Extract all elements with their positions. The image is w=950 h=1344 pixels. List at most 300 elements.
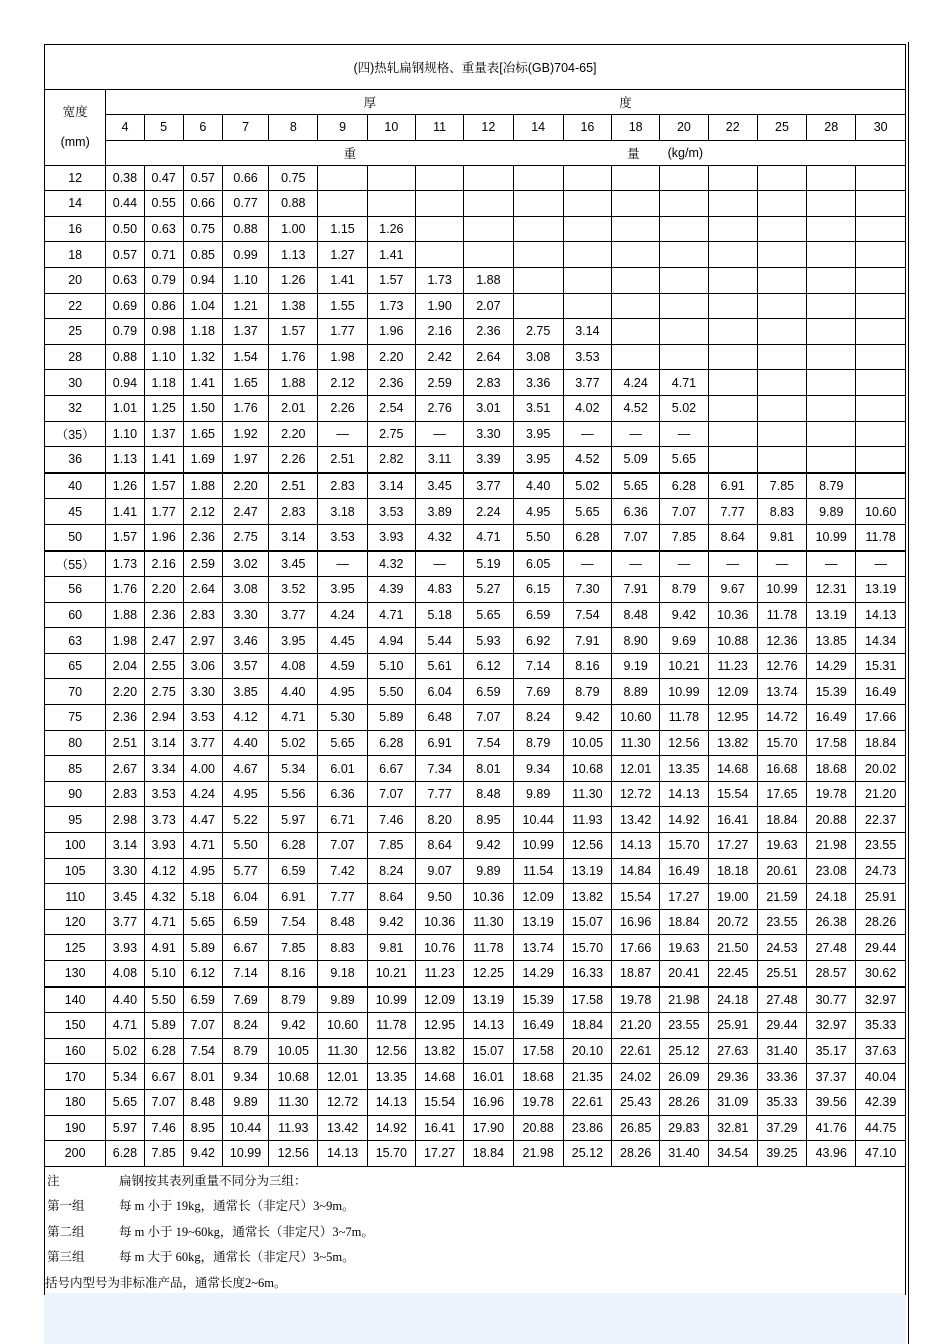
weight-value-cell: 5.97 <box>106 1115 144 1141</box>
weight-value-cell <box>563 267 611 293</box>
weight-value-cell: 3.30 <box>183 679 222 705</box>
weight-value-cell: 9.19 <box>612 653 660 679</box>
note-text: 每 m 大于 60kg，通常长（非定尺）3~5m。 <box>119 1250 355 1265</box>
table-row <box>45 267 906 293</box>
weight-value-cell: 4.71 <box>106 1013 144 1039</box>
table-row <box>45 884 906 910</box>
weight-value-cell: 19.78 <box>513 1089 563 1115</box>
weight-value-cell: 11.30 <box>318 1038 367 1064</box>
weight-value-cell: 3.14 <box>367 473 415 499</box>
weight-value-cell: 22.37 <box>856 807 906 833</box>
weight-value-cell: 8.20 <box>415 807 463 833</box>
weight-value-cell: 15.54 <box>415 1089 463 1115</box>
thickness-cell: 14 <box>513 115 563 141</box>
weight-value-cell <box>464 242 513 268</box>
weight-value-cell <box>563 191 611 217</box>
weight-value-cell: 3.57 <box>222 653 268 679</box>
note-text: 括号内型号为非标准产品，通常长度2~6m。 <box>45 1275 287 1290</box>
weight-value-cell <box>612 191 660 217</box>
weight-value-cell: 14.13 <box>612 833 660 859</box>
weight-value-cell: 23.08 <box>807 858 856 884</box>
weight-value-cell: 5.50 <box>144 987 183 1013</box>
table-row <box>45 1115 906 1141</box>
weight-value-cell: 5.22 <box>222 807 268 833</box>
weight-value-cell: 6.28 <box>269 833 318 859</box>
weight-value-cell <box>807 165 856 191</box>
weight-value-cell: 23.55 <box>856 833 906 859</box>
weight-value-cell: 9.81 <box>757 524 806 550</box>
weight-value-cell: 15.07 <box>563 909 611 935</box>
weight-value-cell: 1.76 <box>106 577 144 603</box>
weight-value-cell: 3.30 <box>222 602 268 628</box>
note-row <box>45 1192 906 1218</box>
weight-value-cell: 2.83 <box>318 473 367 499</box>
weight-value-cell: — <box>856 551 906 577</box>
weight-value-cell: 1.88 <box>183 473 222 499</box>
weight-value-cell: 16.49 <box>513 1013 563 1039</box>
weight-value-cell: 17.65 <box>757 781 806 807</box>
weight-value-cell: 3.95 <box>513 447 563 473</box>
weight-value-cell: 4.91 <box>144 935 183 961</box>
weight-value-cell: 37.37 <box>807 1064 856 1090</box>
weight-value-cell <box>807 447 856 473</box>
table-row <box>45 395 906 421</box>
weight-value-cell: 17.58 <box>513 1038 563 1064</box>
weight-value-cell: 0.66 <box>183 191 222 217</box>
weight-value-cell <box>464 165 513 191</box>
weight-value-cell <box>708 319 757 345</box>
table-row <box>45 833 906 859</box>
weight-value-cell: 7.07 <box>318 833 367 859</box>
weight-value-cell: — <box>757 551 806 577</box>
weight-value-cell: 9.81 <box>367 935 415 961</box>
width-header-label: 宽度 <box>62 105 88 120</box>
weight-value-cell: 12.72 <box>318 1089 367 1115</box>
weight-value-cell: 8.79 <box>660 577 708 603</box>
thickness-cell: 20 <box>660 115 708 141</box>
weight-value-cell: 11.78 <box>660 705 708 731</box>
weight-value-cell: 17.58 <box>563 987 611 1013</box>
weight-value-cell: 12.95 <box>415 1013 463 1039</box>
weight-value-cell: 5.02 <box>563 473 611 499</box>
thickness-header-char1: 厚 <box>363 96 377 110</box>
table-row <box>45 165 906 191</box>
weight-value-cell <box>660 242 708 268</box>
weight-value-cell: 34.54 <box>708 1141 757 1167</box>
thickness-cell: 4 <box>106 115 144 141</box>
weight-value-cell: 18.18 <box>708 858 757 884</box>
weight-value-cell: 20.02 <box>856 756 906 782</box>
weight-value-cell: 3.73 <box>144 807 183 833</box>
weight-value-cell: 17.27 <box>415 1141 463 1167</box>
weight-value-cell: 4.71 <box>144 909 183 935</box>
weight-value-cell <box>513 165 563 191</box>
weight-value-cell: 29.83 <box>660 1115 708 1141</box>
weight-value-cell: 2.20 <box>367 344 415 370</box>
width-value-cell: 16 <box>45 216 106 242</box>
weight-value-cell: 1.57 <box>144 473 183 499</box>
width-value-cell: 150 <box>45 1013 106 1039</box>
weight-value-cell: 15.54 <box>612 884 660 910</box>
weight-value-cell: 3.51 <box>513 395 563 421</box>
weight-value-cell <box>660 165 708 191</box>
flat-steel-weight-table <box>44 44 906 1295</box>
weight-value-cell: 6.04 <box>415 679 463 705</box>
weight-value-cell: 10.99 <box>513 833 563 859</box>
weight-value-cell: 2.83 <box>464 370 513 396</box>
weight-value-cell: 0.88 <box>269 191 318 217</box>
weight-value-cell: 2.36 <box>106 705 144 731</box>
weight-value-cell: 13.35 <box>660 756 708 782</box>
weight-value-cell <box>464 216 513 242</box>
width-value-cell: 80 <box>45 730 106 756</box>
width-value-cell: 140 <box>45 987 106 1013</box>
weight-value-cell: 2.75 <box>144 679 183 705</box>
thickness-cell: 7 <box>222 115 268 141</box>
weight-value-cell: 19.63 <box>660 935 708 961</box>
weight-value-cell: 28.26 <box>660 1089 708 1115</box>
weight-value-cell: 3.14 <box>144 730 183 756</box>
weight-value-cell: 31.09 <box>708 1089 757 1115</box>
weight-value-cell: 2.26 <box>318 395 367 421</box>
weight-value-cell: 20.72 <box>708 909 757 935</box>
weight-value-cell: 26.09 <box>660 1064 708 1090</box>
weight-value-cell: 11.78 <box>367 1013 415 1039</box>
weight-value-cell <box>856 242 906 268</box>
weight-value-cell: 9.89 <box>222 1089 268 1115</box>
weight-value-cell <box>612 242 660 268</box>
weight-value-cell: 10.05 <box>563 730 611 756</box>
table-row <box>45 216 906 242</box>
weight-value-cell: 5.10 <box>367 653 415 679</box>
weight-value-cell: 4.71 <box>464 524 513 550</box>
weight-value-cell <box>415 242 463 268</box>
weight-value-cell: 1.90 <box>415 293 463 319</box>
weight-value-cell: 35.33 <box>757 1089 806 1115</box>
weight-value-cell: 18.84 <box>464 1141 513 1167</box>
note-cell <box>45 1166 906 1192</box>
weight-value-cell: 4.08 <box>269 653 318 679</box>
weight-value-cell: 7.07 <box>612 524 660 550</box>
weight-value-cell: 3.77 <box>269 602 318 628</box>
weight-value-cell: 1.21 <box>222 293 268 319</box>
weight-value-cell: 21.20 <box>856 781 906 807</box>
weight-value-cell <box>318 165 367 191</box>
width-value-cell: 170 <box>45 1064 106 1090</box>
weight-value-cell: — <box>612 421 660 447</box>
weight-value-cell: 12.56 <box>367 1038 415 1064</box>
weight-value-cell: 0.98 <box>144 319 183 345</box>
weight-value-cell: 2.67 <box>106 756 144 782</box>
weight-value-cell: 3.08 <box>513 344 563 370</box>
weight-value-cell: 18.68 <box>513 1064 563 1090</box>
weight-value-cell: 15.70 <box>563 935 611 961</box>
weight-value-cell: 9.42 <box>563 705 611 731</box>
weight-value-cell: 18.87 <box>612 961 660 987</box>
weight-value-cell: 15.54 <box>708 781 757 807</box>
weight-value-cell: 6.12 <box>183 961 222 987</box>
weight-value-cell <box>708 370 757 396</box>
width-value-cell: 36 <box>45 447 106 473</box>
weight-value-cell: 4.95 <box>222 781 268 807</box>
table-row <box>45 781 906 807</box>
weight-value-cell: 2.75 <box>367 421 415 447</box>
table-row <box>45 602 906 628</box>
weight-value-cell: 6.01 <box>318 756 367 782</box>
weight-value-cell: 2.26 <box>269 447 318 473</box>
weight-value-cell: 0.99 <box>222 242 268 268</box>
width-value-cell: 18 <box>45 242 106 268</box>
note-cell <box>45 1192 906 1218</box>
weight-value-cell: 20.61 <box>757 858 806 884</box>
weight-value-cell: 32.97 <box>807 1013 856 1039</box>
weight-value-cell: 7.07 <box>183 1013 222 1039</box>
weight-value-cell: 1.73 <box>415 267 463 293</box>
weight-value-cell: 3.53 <box>144 781 183 807</box>
width-value-cell: 100 <box>45 833 106 859</box>
weight-value-cell <box>612 344 660 370</box>
weight-value-cell: 1.10 <box>144 344 183 370</box>
weight-value-cell: 0.50 <box>106 216 144 242</box>
weight-value-cell: 33.36 <box>757 1064 806 1090</box>
weight-value-cell: 14.84 <box>612 858 660 884</box>
weight-value-cell <box>807 395 856 421</box>
weight-value-cell <box>856 165 906 191</box>
weight-value-cell: 5.65 <box>106 1089 144 1115</box>
width-value-cell: 50 <box>45 524 106 550</box>
note-cell <box>45 1244 906 1270</box>
table-row <box>45 705 906 731</box>
weight-value-cell <box>807 293 856 319</box>
weight-value-cell: 4.32 <box>367 551 415 577</box>
note-label: 第三组 <box>47 1250 85 1265</box>
weight-value-cell: 13.82 <box>415 1038 463 1064</box>
table-row <box>45 1038 906 1064</box>
weight-value-cell: 8.16 <box>269 961 318 987</box>
weight-value-cell: 40.04 <box>856 1064 906 1090</box>
weight-value-cell: 9.67 <box>708 577 757 603</box>
weight-value-cell: 22.61 <box>612 1038 660 1064</box>
weight-value-cell: 9.42 <box>183 1141 222 1167</box>
weight-value-cell: 2.04 <box>106 653 144 679</box>
weight-value-cell: 5.93 <box>464 628 513 654</box>
weight-value-cell: 8.24 <box>222 1013 268 1039</box>
weight-value-cell: 2.42 <box>415 344 463 370</box>
weight-value-cell: 2.36 <box>464 319 513 345</box>
weight-value-cell: 24.53 <box>757 935 806 961</box>
weight-value-cell: 8.79 <box>563 679 611 705</box>
weight-value-cell: 9.34 <box>222 1064 268 1090</box>
weight-value-cell: 17.66 <box>612 935 660 961</box>
weight-value-cell: 2.20 <box>269 421 318 447</box>
weight-value-cell: 7.85 <box>660 524 708 550</box>
weight-value-cell: 6.59 <box>269 858 318 884</box>
table-row <box>45 679 906 705</box>
weight-value-cell: 17.90 <box>464 1115 513 1141</box>
weight-value-cell: 1.26 <box>269 267 318 293</box>
weight-value-cell: 4.71 <box>183 833 222 859</box>
weight-value-cell: 0.79 <box>144 267 183 293</box>
weight-value-cell <box>757 370 806 396</box>
weight-value-cell: 1.98 <box>318 344 367 370</box>
weight-value-cell <box>513 242 563 268</box>
weight-value-cell: 1.10 <box>222 267 268 293</box>
weight-value-cell: 13.19 <box>856 577 906 603</box>
weight-value-cell: 16.49 <box>807 705 856 731</box>
weight-value-cell: 5.65 <box>464 602 513 628</box>
width-value-cell: 20 <box>45 267 106 293</box>
weight-value-cell <box>563 242 611 268</box>
weight-value-cell: 6.71 <box>318 807 367 833</box>
thickness-cell: 22 <box>708 115 757 141</box>
weight-value-cell: 12.25 <box>464 961 513 987</box>
note-label: 注 <box>47 1173 60 1188</box>
weight-value-cell: 8.79 <box>513 730 563 756</box>
weight-value-cell: 5.97 <box>269 807 318 833</box>
weight-value-cell: 11.23 <box>708 653 757 679</box>
weight-value-cell <box>757 293 806 319</box>
thickness-cell: 28 <box>807 115 856 141</box>
weight-value-cell: 14.29 <box>513 961 563 987</box>
weight-value-cell: 1.96 <box>367 319 415 345</box>
weight-value-cell: 10.36 <box>708 602 757 628</box>
table-row <box>45 756 906 782</box>
weight-value-cell: 23.55 <box>757 909 806 935</box>
weight-value-cell: 11.23 <box>415 961 463 987</box>
weight-value-cell <box>856 421 906 447</box>
weight-value-cell: 0.55 <box>144 191 183 217</box>
weight-value-cell: 6.28 <box>144 1038 183 1064</box>
table-row <box>45 1064 906 1090</box>
weight-value-cell: 9.42 <box>367 909 415 935</box>
weight-value-cell: 1.55 <box>318 293 367 319</box>
weight-value-cell: 0.75 <box>183 216 222 242</box>
weight-value-cell: 14.68 <box>708 756 757 782</box>
weight-value-cell <box>464 191 513 217</box>
weight-value-cell: 1.38 <box>269 293 318 319</box>
weight-value-cell: 18.84 <box>757 807 806 833</box>
note-row <box>45 1218 906 1244</box>
table-row <box>45 1013 906 1039</box>
table-row <box>45 319 906 345</box>
weight-value-cell <box>612 293 660 319</box>
weight-value-cell: 27.48 <box>807 935 856 961</box>
weight-value-cell: 1.13 <box>269 242 318 268</box>
weight-value-cell: 21.35 <box>563 1064 611 1090</box>
weight-value-cell: 8.24 <box>367 858 415 884</box>
weight-value-cell <box>660 216 708 242</box>
width-value-cell: （55） <box>45 551 106 577</box>
weight-value-cell: 6.59 <box>464 679 513 705</box>
weight-value-cell: 0.88 <box>222 216 268 242</box>
weight-value-cell: 10.05 <box>269 1038 318 1064</box>
weight-value-cell: 8.48 <box>318 909 367 935</box>
thickness-cell: 11 <box>415 115 463 141</box>
weight-value-cell: 3.08 <box>222 577 268 603</box>
weight-value-cell: 39.56 <box>807 1089 856 1115</box>
weight-value-cell <box>513 191 563 217</box>
weight-value-cell: 1.25 <box>144 395 183 421</box>
weight-value-cell: 14.13 <box>660 781 708 807</box>
weight-value-cell: 7.54 <box>464 730 513 756</box>
weight-value-cell: 3.77 <box>106 909 144 935</box>
weight-value-cell: 5.10 <box>144 961 183 987</box>
weight-value-cell: 4.32 <box>415 524 463 550</box>
weight-value-cell: 3.85 <box>222 679 268 705</box>
weight-value-cell: 1.88 <box>106 602 144 628</box>
weight-value-cell: 8.64 <box>415 833 463 859</box>
weight-value-cell: 10.44 <box>222 1115 268 1141</box>
weight-value-cell: 1.76 <box>222 395 268 421</box>
weight-value-cell: 25.91 <box>856 884 906 910</box>
weight-value-cell: 35.17 <box>807 1038 856 1064</box>
weight-value-cell: 27.48 <box>757 987 806 1013</box>
weight-value-cell: 5.77 <box>222 858 268 884</box>
weight-value-cell: 4.08 <box>106 961 144 987</box>
weight-value-cell: 2.59 <box>415 370 463 396</box>
weight-value-cell: 5.61 <box>415 653 463 679</box>
weight-value-cell: 13.19 <box>563 858 611 884</box>
weight-value-cell: 3.39 <box>464 447 513 473</box>
note-row <box>45 1269 906 1295</box>
weight-value-cell: 17.27 <box>708 833 757 859</box>
weight-value-cell: 14.34 <box>856 628 906 654</box>
weight-value-cell: 8.90 <box>612 628 660 654</box>
weight-value-cell: 24.73 <box>856 858 906 884</box>
weight-value-cell: 23.55 <box>660 1013 708 1039</box>
weight-value-cell: 28.57 <box>807 961 856 987</box>
weight-value-cell: 3.45 <box>106 884 144 910</box>
width-header <box>45 90 106 166</box>
weight-value-cell: 24.18 <box>708 987 757 1013</box>
weight-value-cell <box>856 395 906 421</box>
weight-value-cell: 1.77 <box>144 499 183 525</box>
weight-value-cell: 12.09 <box>513 884 563 910</box>
weight-value-cell: 4.83 <box>415 577 463 603</box>
weight-value-cell: 3.34 <box>144 756 183 782</box>
weight-value-cell: 11.30 <box>612 730 660 756</box>
weight-value-cell <box>708 447 757 473</box>
weight-value-cell: 1.54 <box>222 344 268 370</box>
weight-value-cell: 6.05 <box>513 551 563 577</box>
weight-value-cell: 31.40 <box>757 1038 806 1064</box>
weight-value-cell: 7.69 <box>222 987 268 1013</box>
weight-value-cell: 10.76 <box>415 935 463 961</box>
weight-value-cell: 16.41 <box>708 807 757 833</box>
weight-value-cell: 20.10 <box>563 1038 611 1064</box>
weight-value-cell: 9.89 <box>513 781 563 807</box>
width-value-cell: 65 <box>45 653 106 679</box>
weight-value-cell: 2.36 <box>183 524 222 550</box>
weight-value-cell: 26.85 <box>612 1115 660 1141</box>
weight-value-cell: 5.44 <box>415 628 463 654</box>
weight-value-cell: 1.15 <box>318 216 367 242</box>
weight-value-cell: 2.59 <box>183 551 222 577</box>
weight-value-cell: 2.83 <box>106 781 144 807</box>
weight-value-cell: 6.36 <box>612 499 660 525</box>
weight-value-cell: 47.10 <box>856 1141 906 1167</box>
weight-value-cell: 19.78 <box>612 987 660 1013</box>
weight-value-cell: 13.82 <box>708 730 757 756</box>
weight-value-cell: 13.85 <box>807 628 856 654</box>
weight-value-cell: — <box>415 551 463 577</box>
weight-value-cell: 12.36 <box>757 628 806 654</box>
weight-value-cell: 0.66 <box>222 165 268 191</box>
weight-value-cell <box>660 344 708 370</box>
weight-value-cell <box>856 447 906 473</box>
weight-value-cell: 3.95 <box>269 628 318 654</box>
weight-value-cell: 14.92 <box>367 1115 415 1141</box>
